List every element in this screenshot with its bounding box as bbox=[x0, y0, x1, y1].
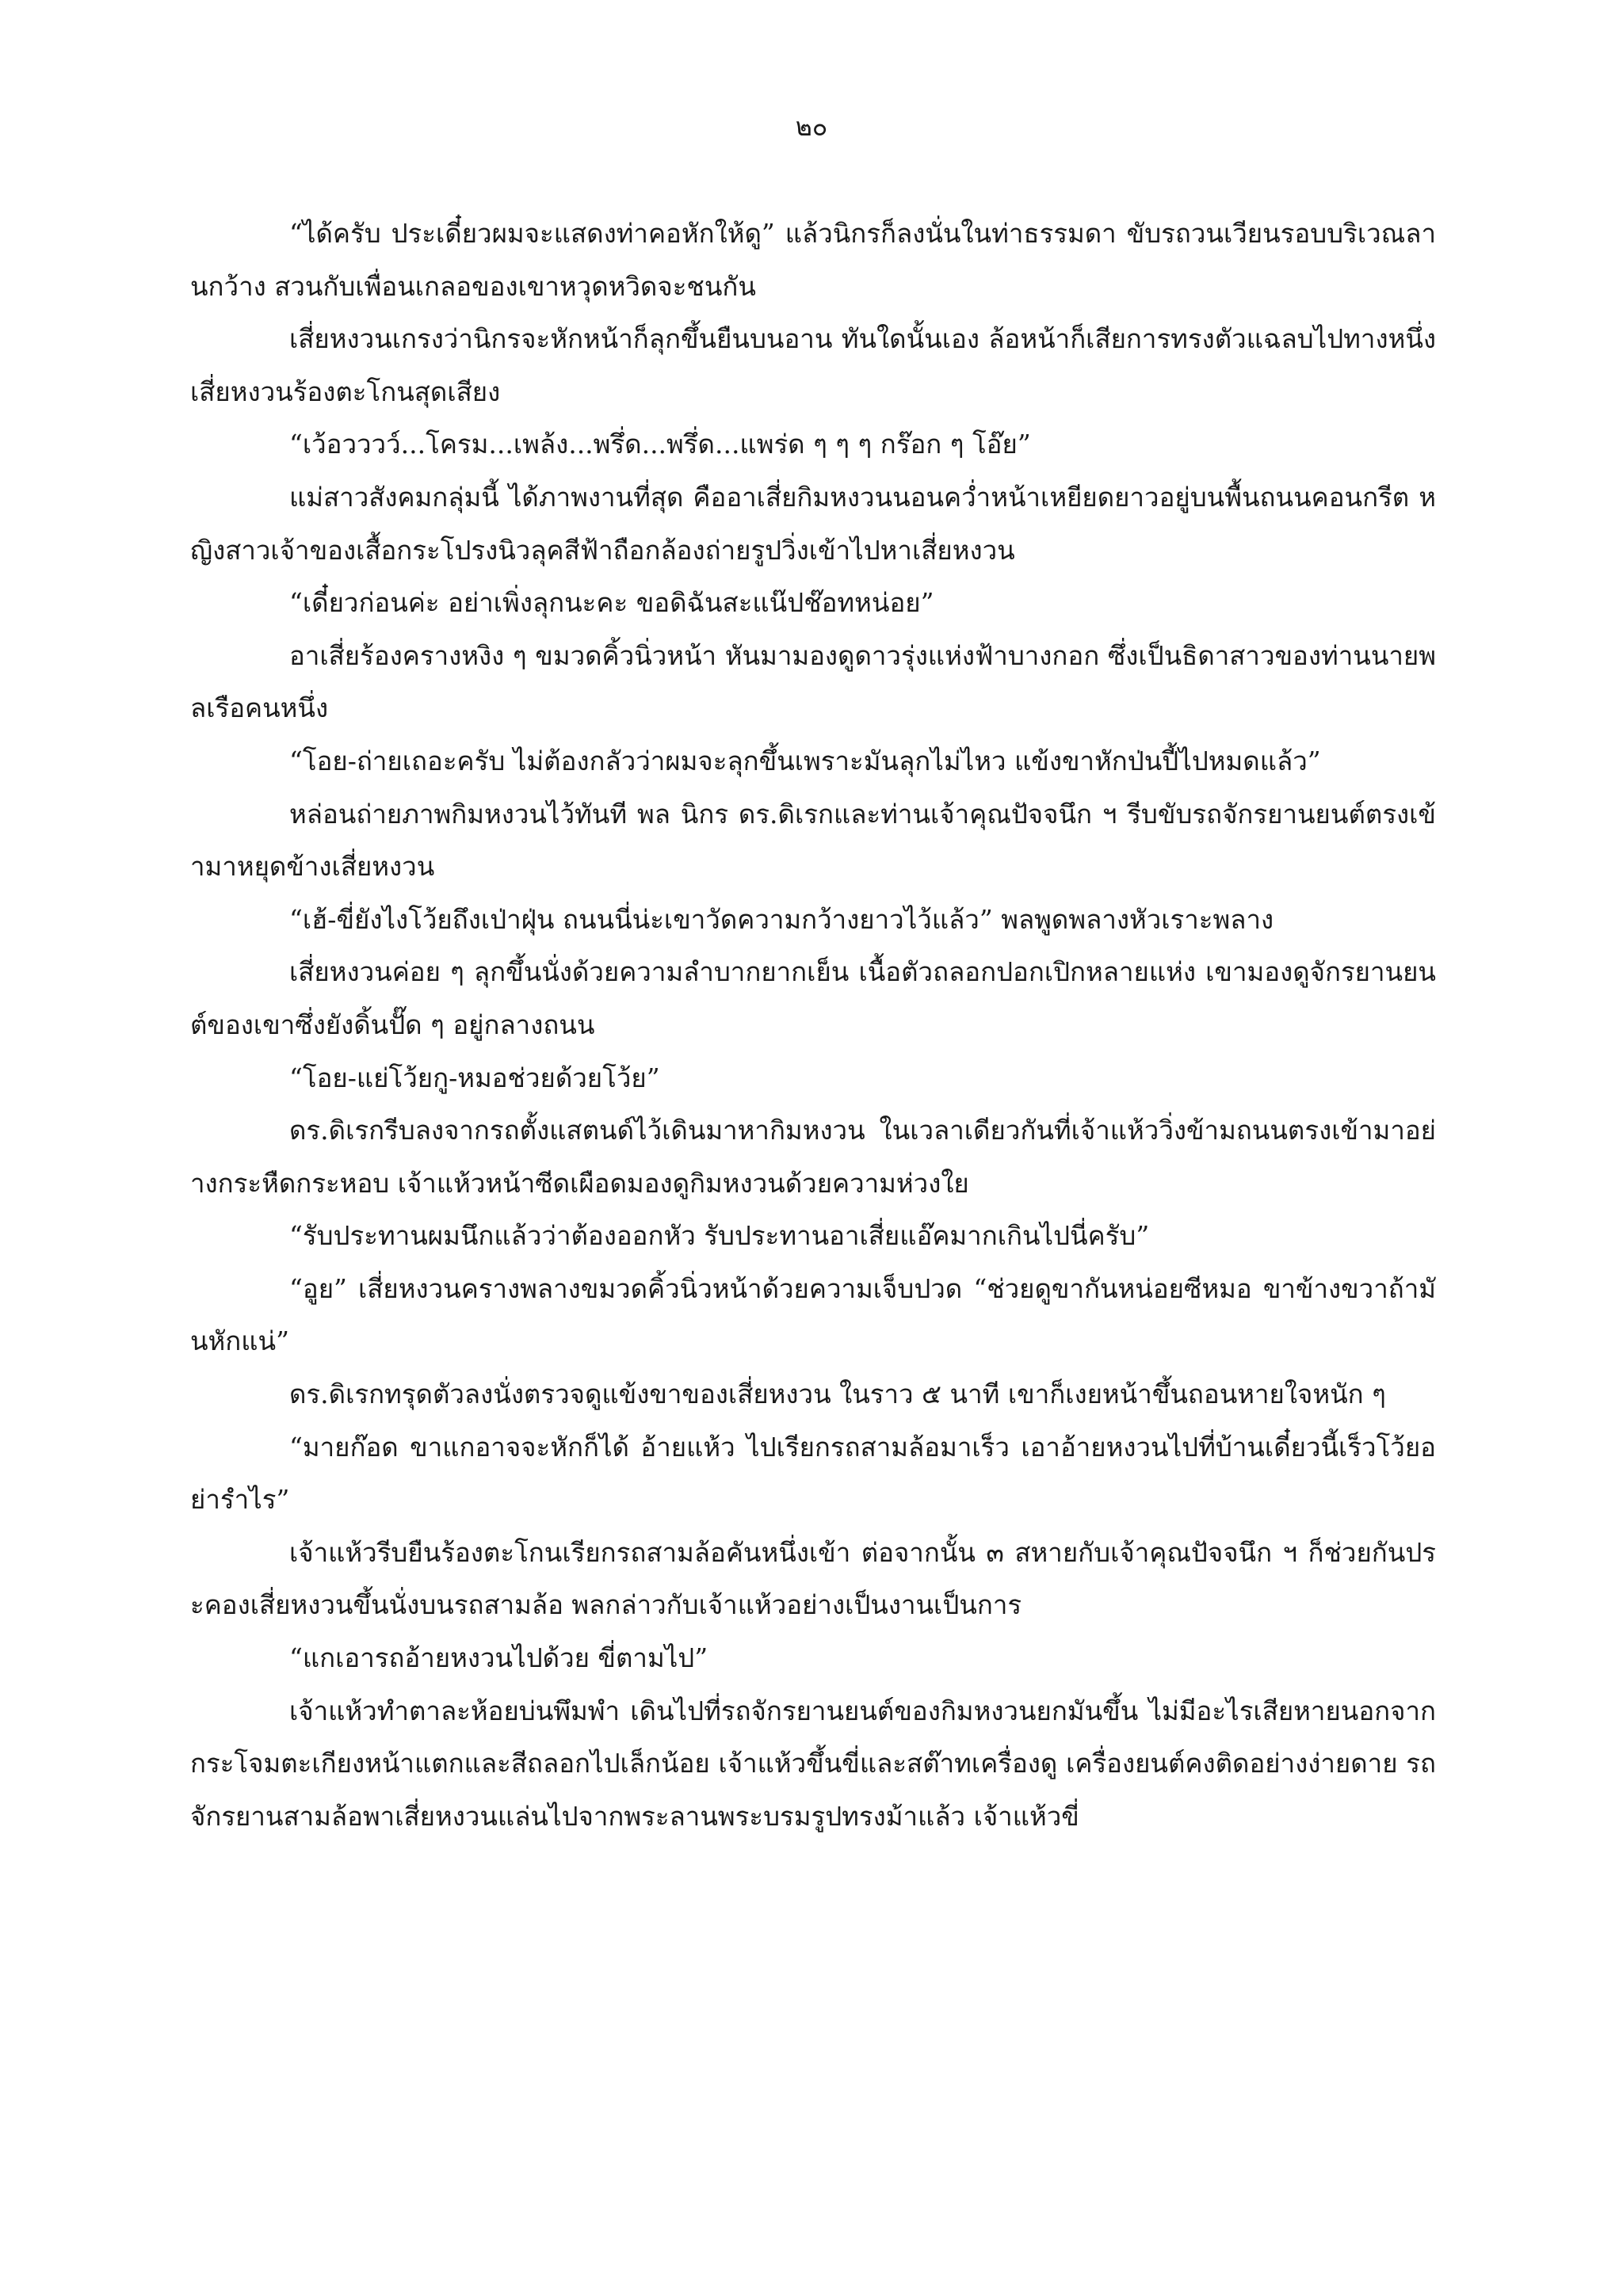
paragraph-19: เจ้าแห้วทำตาละห้อยบ่นพึมพำ เดินไปที่รถจักรยานยนต์ของกิมหงวนยกมันขึ้น ไม่มีอะไรเสียหายนอกจากกระโจมตะเกียงหน้าแตกและสีถลอกไปเล็กน้อย เจ้าแห้วขึ้นขี่และสต๊าทเครื่องดู เครื่องยนต์คงติดอย่างง่ายดาย รถจักรยานสามล้อพาเสี่ยหงวนแล่นไปจากพระลานพระบรมรูปทรงม้าแล้ว เจ้าแห้วขี่ bbox=[190, 1695, 1436, 1832]
paragraph-18: “แกเอารถอ้ายหงวนไปด้วย ขี่ตามไป” bbox=[289, 1642, 708, 1674]
paragraph-7: “โอย-ถ่ายเถอะครับ ไม่ต้องกลัวว่าผมจะลุกขึ้นเพราะมันลุกไม่ไหว แข้งขาหักป่นปี้ไปหมดแล้ว” bbox=[289, 745, 1321, 776]
paragraph-2: เสี่ยหงวนเกรงว่านิกรจะหักหน้าก็ลุกขึ้นยืนบนอาน ทันใดนั้นเอง ล้อหน้าก็เสียการทรงตัวแฉลบไปทางหนึ่ง เสี่ยหงวนร้องตะโกนสุดเสียง bbox=[190, 323, 1436, 407]
paragraph-12: ดร.ดิเรกรีบลงจากรถตั้งแสตนด์ไว้เดินมาหากิมหงวน ในเวลาเดียวกันที่เจ้าแห้ววิ่งข้ามถนนตรงเข้ามาอย่างกระหืดกระหอบ เจ้าแห้วหน้าซีดเผือดมองดูกิมหงวนด้วยความห่วงใย bbox=[190, 1115, 1436, 1199]
paragraph-17: เจ้าแห้วรีบยืนร้องตะโกนเรียกรถสามล้อคันหนึ่งเข้า ต่อจากนั้น ๓ สหายกับเจ้าคุณปัจจนึก ฯ ก็ช่วยกันประคองเสี่ยหงวนขึ้นนั่งบนรถสามล้อ พลกล่าวกับเจ้าแห้วอย่างเป็นงานเป็นการ bbox=[190, 1536, 1436, 1621]
paragraph-5: “เดี๋ยวก่อนค่ะ อย่าเพิ่งลุกนะคะ ขอดิฉันสะแน๊ปช๊อทหน่อย” bbox=[289, 587, 934, 619]
paragraph-8: หล่อนถ่ายภาพกิมหงวนไว้ทันที พล นิกร ดร.ดิเรกและท่านเจ้าคุณปัจจนึก ฯ รีบขับรถจักรยานยนต์ตรงเข้ามาหยุดข้างเสี่ยหงวน bbox=[190, 798, 1436, 883]
paragraph-13: “รับประทานผมนึกแล้วว่าต้องออกหัว รับประทานอาเสี่ยแอ๊คมากเกินไปนี่ครับ” bbox=[289, 1220, 1150, 1252]
paragraph-10: เสี่ยหงวนค่อย ๆ ลุกขึ้นนั่งด้วยความลำบากยากเย็น เนื้อตัวถลอกปอกเปิกหลายแห่ง เขามองดูจักรยานยนต์ของเขาซึ่งยังดิ้นปั๊ด ๆ อยู่กลางถนน bbox=[190, 956, 1436, 1040]
paragraph-3: “เว้อวววว์...โครม...เพล้ง...พรึ่ด...พรึ่ด...แพร่ด ๆ ๆ ๆ กร๊อก ๆ โอ๊ย” bbox=[289, 429, 1031, 460]
paragraph-11: “โอย-แย่โว้ยกู-หมอช่วยด้วยโว้ย” bbox=[289, 1062, 660, 1093]
paragraph-9: “เฮ้-ขี่ยังไงโว้ยถึงเป่าฝุ่น ถนนนี่น่ะเขาวัดความกว้างยาวไว้แล้ว” พลพูดพลางหัวเราะพลาง bbox=[289, 903, 1274, 935]
paragraph-15: ดร.ดิเรกทรุดตัวลงนั่งตรวจดูแข้งขาของเสี่ยหงวน ในราว ๕ นาที เขาก็เงยหน้าขึ้นถอนหายใจหนัก ๆ bbox=[289, 1379, 1386, 1410]
paragraph-14: “อูย” เสี่ยหงวนครางพลางขมวดคิ้วนิ่วหน้าด้วยความเจ็บปวด “ช่วยดูขากันหน่อยซีหมอ ขาข้างขวาถ้ามันหักแน่” bbox=[190, 1272, 1436, 1357]
paragraph-1: “ได้ครับ ประเดี๋ยวผมจะแสดงท่าคอหักให้ดู” แล้วนิกรก็ลงนั่นในท่าธรรมดา ขับรถวนเวียนรอบบริเวณลานกว้าง สวนกับเพื่อนเกลอของเขาหวุดหวิดจะชนกัน bbox=[190, 218, 1436, 302]
body-text bbox=[190, 208, 1436, 1843]
paragraph-6: อาเสี่ยร้องครางหงิง ๆ ขมวดคิ้วนิ่วหน้า หันมามองดูดาวรุ่งแห่งฟ้าบางกอก ซึ่งเป็นธิดาสาวของท่านนายพลเรือคนหนึ่ง bbox=[190, 639, 1436, 724]
paragraph-16: “มายก๊อด ขาแกอาจจะหักก็ได้ อ้ายแห้ว ไปเรียกรถสามล้อมาเร็ว เอาอ้ายหงวนไปที่บ้านเดี๋ยวนี้เร็วโว้ยอย่ารำไร” bbox=[190, 1431, 1436, 1516]
paragraph-4: แม่สาวสังคมกลุ่มนี้ ได้ภาพงานที่สุด คืออาเสี่ยกิมหงวนนอนคว่ำหน้าเหยียดยาวอยู่บนพื้นถนนคอนกรีต หญิงสาวเจ้าของเสื้อกระโปรงนิวลุคสีฟ้าถือกล้องถ่ายรูปวิ่งเข้าไปหาเสี่ยหงวน bbox=[190, 481, 1436, 566]
page-number: ๒๐ bbox=[795, 112, 828, 142]
